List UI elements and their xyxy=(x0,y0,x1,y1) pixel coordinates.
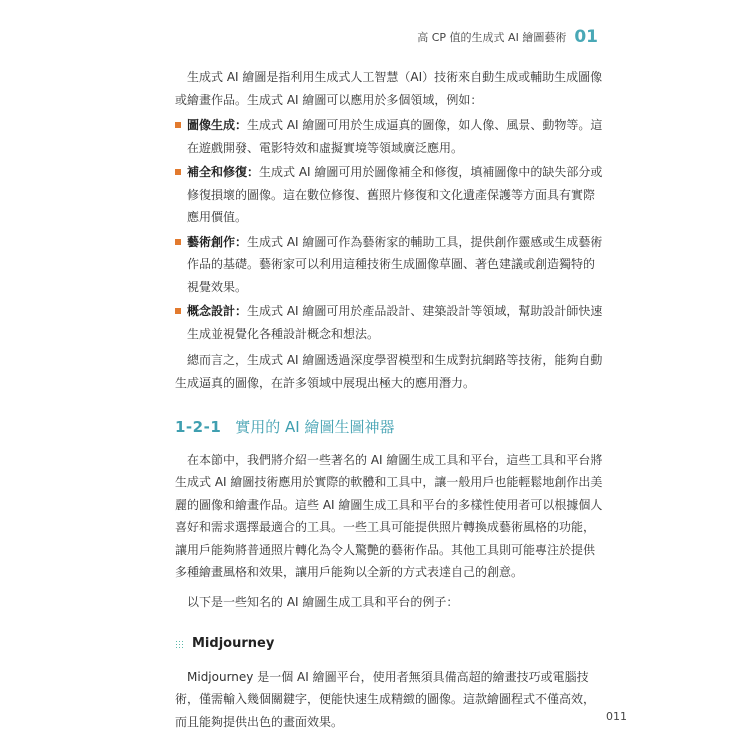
subsection-paragraph: Midjourney 是一個 AI 繪圖平台，使用者無須具備高超的繪畫技巧或電腦技術，僅需輸入幾個關鍵字，便能快速生成精緻的圖像。這款繪圖程式不僅高效，而且能夠提供出色的畫面效果。 xyxy=(175,669,596,729)
chapter-number: 01 xyxy=(574,27,598,47)
subsection-title: Midjourney xyxy=(192,636,275,651)
section-number: 1-2-1 xyxy=(175,418,222,436)
header-title: 高 CP 值的生成式 AI 繪圖藝術 xyxy=(417,31,567,44)
section-paragraph: 以下是一些知名的 AI 繪圖生成工具和平台的例子： xyxy=(187,594,459,609)
bullet-term: 藝術創作： xyxy=(187,234,248,249)
grid-square-icon xyxy=(175,640,184,649)
subsection-heading xyxy=(175,633,605,656)
bullet-term: 概念設計： xyxy=(187,304,248,318)
summary-paragraph: 總而言之，生成式 AI 繪圖透過深度學習模型和生成對抗網路等技術，能夠自動生成逼真的圖像，在許多領域中展現出極大的應用潛力。 xyxy=(175,353,603,390)
page-content xyxy=(175,66,605,733)
section-title: 實用的 AI 繪圖生圖神器 xyxy=(235,418,395,436)
square-bullet-icon xyxy=(175,169,181,175)
section-paragraph: 在本節中，我們將介紹一些著名的 AI 繪圖生成工具和平台，這些工具和平台將生成式 AI 繪圖技術應用於實際的軟體和工具中，讓一般用戶也能輕鬆地創作出美麗的圖像和繪畫作品。這些 AI 繪圖生成工具和平台的多樣性使用者可以根據個人喜好和需求選擇最適合的工具。一些工具可能提供照片轉換成藝術風格的功能，讓用戶能夠將普通照片轉化為令人驚艷的藝術作品。其他工具則可能專注於提供多種繪畫風格和效果，讓用戶能夠以全新的方式表達自己的創意。 xyxy=(175,452,603,579)
list-item xyxy=(175,161,605,229)
page-number: 011 xyxy=(606,710,627,723)
square-bullet-icon xyxy=(175,239,181,245)
list-item xyxy=(175,231,605,299)
application-list xyxy=(175,114,605,345)
section-heading xyxy=(175,416,605,439)
square-bullet-icon xyxy=(175,122,181,128)
bullet-text: 生成式 AI 繪圖可用於生成逼真的圖像，如人像、風景、動物等。這在遊戲開發、電影特效和虛擬實境等領域廣泛應用。 xyxy=(187,118,603,155)
list-item xyxy=(175,300,605,345)
bullet-text: 生成式 AI 繪圖可用於產品設計、建築設計等領域，幫助設計師快速生成並視覺化各種設計概念和想法。 xyxy=(187,304,603,341)
square-bullet-icon xyxy=(175,308,181,314)
running-header xyxy=(417,27,598,47)
intro-paragraph: 生成式 AI 繪圖是指利用生成式人工智慧（AI）技術來自動生成或輔助生成圖像或繪畫作品。生成式 AI 繪圖可以應用於多個領域，例如： xyxy=(175,70,603,107)
bullet-term: 圖像生成： xyxy=(187,118,248,132)
bullet-term: 補全和修復： xyxy=(187,165,260,179)
bullet-text: 生成式 AI 繪圖可作為藝術家的輔助工具，提供創作靈感或生成藝術作品的基礎。藝術家可以利用這種技術生成圖像草圖、著色建議或創造獨特的視覺效果。 xyxy=(187,234,603,294)
list-item xyxy=(175,114,605,159)
bullet-text: 生成式 AI 繪圖可用於圖像補全和修復，填補圖像中的缺失部分或修復損壞的圖像。這在數位修復、舊照片修復和文化遺產保護等方面具有實際應用價值。 xyxy=(187,165,603,224)
